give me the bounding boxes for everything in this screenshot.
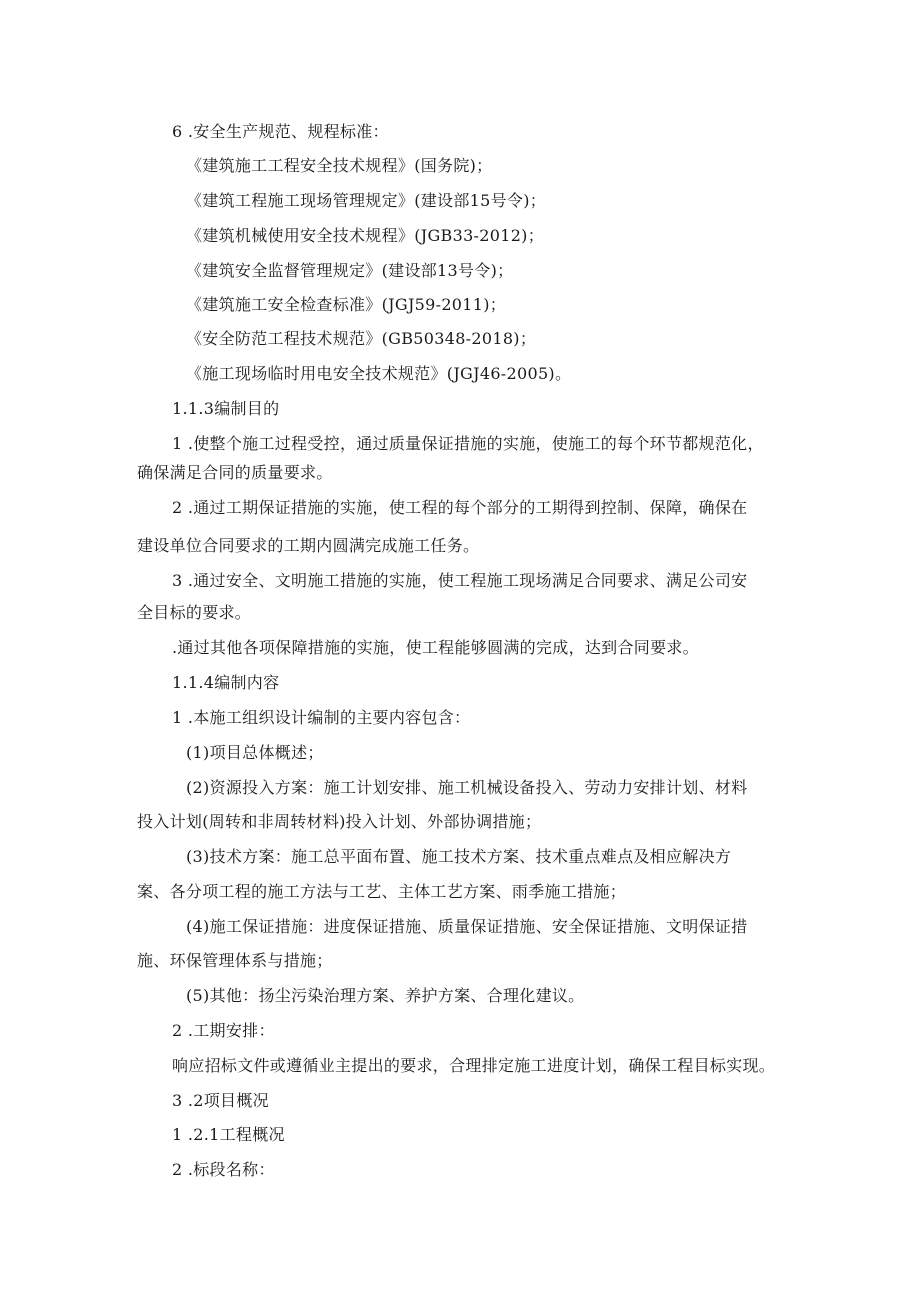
list-item: (2)资源投入方案：施工计划安排、施工机械设备投入、劳动力安排计划、材料 [186, 778, 748, 797]
list-item-continuation: 投入计划(周转和非周转材料)投入计划、外部协调措施； [137, 812, 542, 831]
paragraph-line: 响应招标文件或遵循业主提出的要求，合理排定施工进度计划，确保工程目标实现。 [172, 1056, 776, 1075]
list-item: (4)施工保证措施：进度保证措施、质量保证措施、安全保证措施、文明保证措 [186, 917, 748, 936]
section-heading-safety-standards: 6 .安全生产规范、规程标准： [172, 122, 389, 141]
list-item: (1)项目总体概述； [186, 743, 324, 762]
paragraph-line: .通过其他各项保障措施的实施，使工程能够圆满的完成，达到合同要求。 [172, 638, 699, 657]
standard-item: 《安全防范工程技术规范》(GB50348-2018)； [186, 329, 537, 348]
standard-item: 《建筑施工工程安全技术规程》(国务院)； [186, 156, 493, 175]
paragraph-line: 1 .本施工组织设计编制的主要内容包含： [172, 708, 471, 727]
paragraph-line: 2 .工期安排： [172, 1021, 275, 1040]
standard-item: 《建筑机械使用安全技术规程》(JGB33-2012)； [186, 226, 545, 245]
list-item: (5)其他：扬尘污染治理方案、养护方案、合理化建议。 [186, 986, 585, 1005]
standard-item: 《施工现场临时用电安全技术规范》(JGJ46-2005)。 [186, 364, 572, 383]
paragraph-line: 3 .通过安全、文明施工措施的实施，使工程施工现场满足合同要求、满足公司安 [172, 571, 748, 590]
section-heading-overview: 3 .2项目概况 [172, 1091, 269, 1110]
standard-item: 《建筑施工安全检查标准》(JGJ59-2011)； [186, 295, 507, 314]
paragraph-line: 全目标的要求。 [137, 603, 252, 622]
list-item-continuation: 施、环保管理体系与措施； [137, 951, 333, 970]
standard-item: 《建筑安全监督管理规定》(建设部13号令)； [186, 261, 514, 280]
paragraph-line: 2 .通过工期保证措施的实施，使工程的每个部分的工期得到控制、保障，确保在 [172, 498, 748, 517]
section-heading-project: 1 .2.1工程概况 [172, 1125, 285, 1144]
section-heading-purpose: 1.1.3编制目的 [172, 399, 280, 418]
standard-item: 《建筑工程施工现场管理规定》(建设部15号令)； [186, 191, 547, 210]
list-item: (3)技术方案：施工总平面布置、施工技术方案、技术重点难点及相应解决方 [186, 847, 732, 866]
section-heading-content: 1.1.4编制内容 [172, 673, 280, 692]
list-item-continuation: 案、各分项工程的施工方法与工艺、主体工艺方案、雨季施工措施； [137, 882, 627, 901]
paragraph-line: 建设单位合同要求的工期内圆满完成施工任务。 [137, 536, 480, 555]
paragraph-line: 确保满足合同的质量要求。 [137, 463, 333, 482]
paragraph-line: 1 .使整个施工过程受控，通过质量保证措施的实施，使施工的每个环节都规范化， [172, 434, 764, 453]
paragraph-line: 2 .标段名称： [172, 1160, 275, 1179]
